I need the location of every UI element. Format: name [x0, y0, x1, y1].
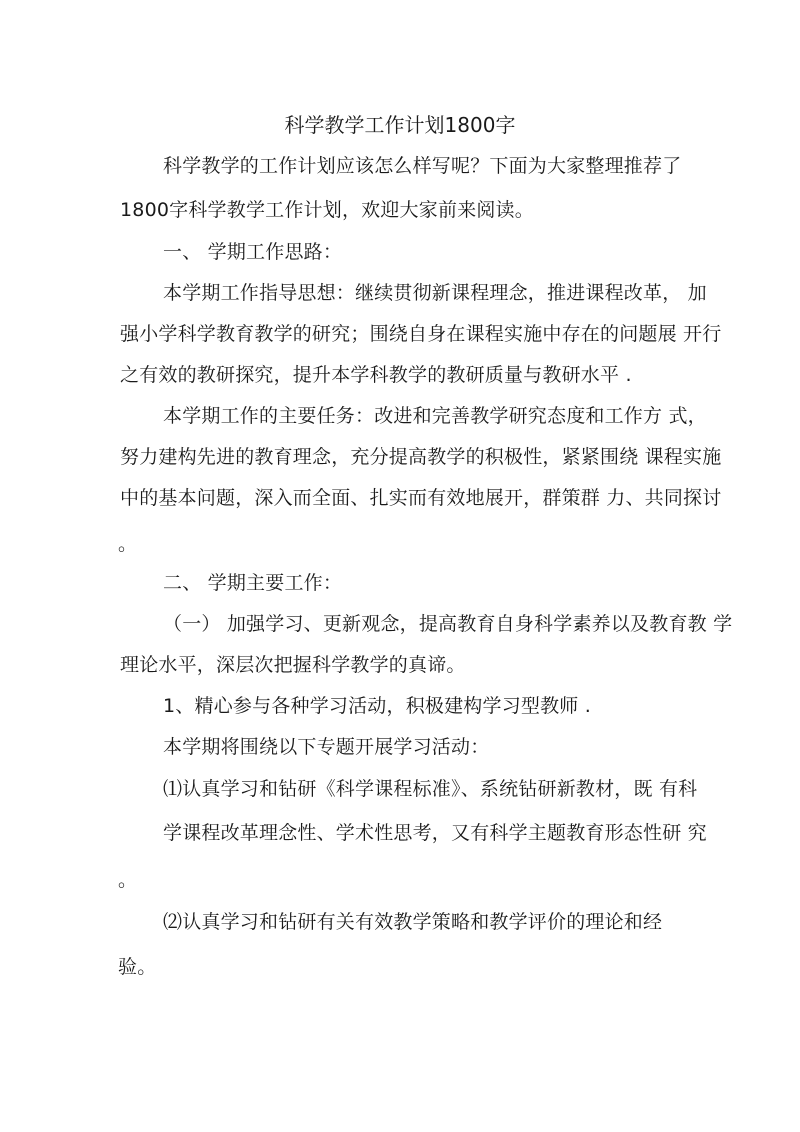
paragraph-line: 。	[118, 533, 138, 555]
paragraph-line: 学课程改革理念性、学术性思考，又有科学主题教育形态性研 究	[163, 822, 707, 844]
paragraph-line: 本学期工作的主要任务：改进和完善教学研究态度和工作方 式，	[163, 405, 707, 427]
paragraph-line: 1、精心参与各种学习活动，积极建构学习型教师 .	[163, 695, 591, 717]
paragraph-line: 验。	[118, 956, 157, 978]
list-item: ⑴认真学习和钻研《科学课程标准》、系统钻研新教材，既 有科	[163, 778, 698, 800]
list-item: ⑵认真学习和钻研有关有效教学策略和教学评价的理论和经	[163, 911, 663, 933]
paragraph-line: 之有效的教研探究，提升本学科教学的教研质量与教研水平 .	[120, 364, 632, 386]
document-title: 科学教学工作计划1800字	[284, 113, 516, 137]
paragraph-line: 努力建构先进的教育理念，充分提高教学的积极性，紧紧围绕 课程实施	[120, 446, 722, 468]
paragraph-line: 本学期将围绕以下专题开展学习活动：	[163, 736, 490, 758]
section-heading: 二、 学期主要工作：	[163, 572, 343, 594]
paragraph-line: 。	[118, 869, 138, 891]
subsection-heading: （一） 加强学习、更新观念，提高教育自身科学素养以及教育教 学	[163, 613, 733, 635]
paragraph-line: 科学教学的工作计划应该怎么样写呢？下面为大家整理推荐了	[163, 155, 682, 177]
paragraph-line: 强小学科学教育教学的研究；围绕自身在课程实施中存在的问题展 开行	[120, 323, 722, 345]
section-heading: 一、 学期工作思路：	[163, 241, 343, 263]
paragraph-line: 1800字科学教学工作计划，欢迎大家前来阅读。	[120, 199, 534, 221]
paragraph-line: 本学期工作指导思想：继续贯彻新课程理念，推进课程改革， 加	[163, 282, 707, 304]
paragraph-line: 中的基本问题，深入而全面、扎实而有效地展开，群策群 力、共同探讨	[120, 487, 722, 509]
paragraph-line: 理论水平，深层次把握科学教学的真谛。	[120, 654, 466, 676]
